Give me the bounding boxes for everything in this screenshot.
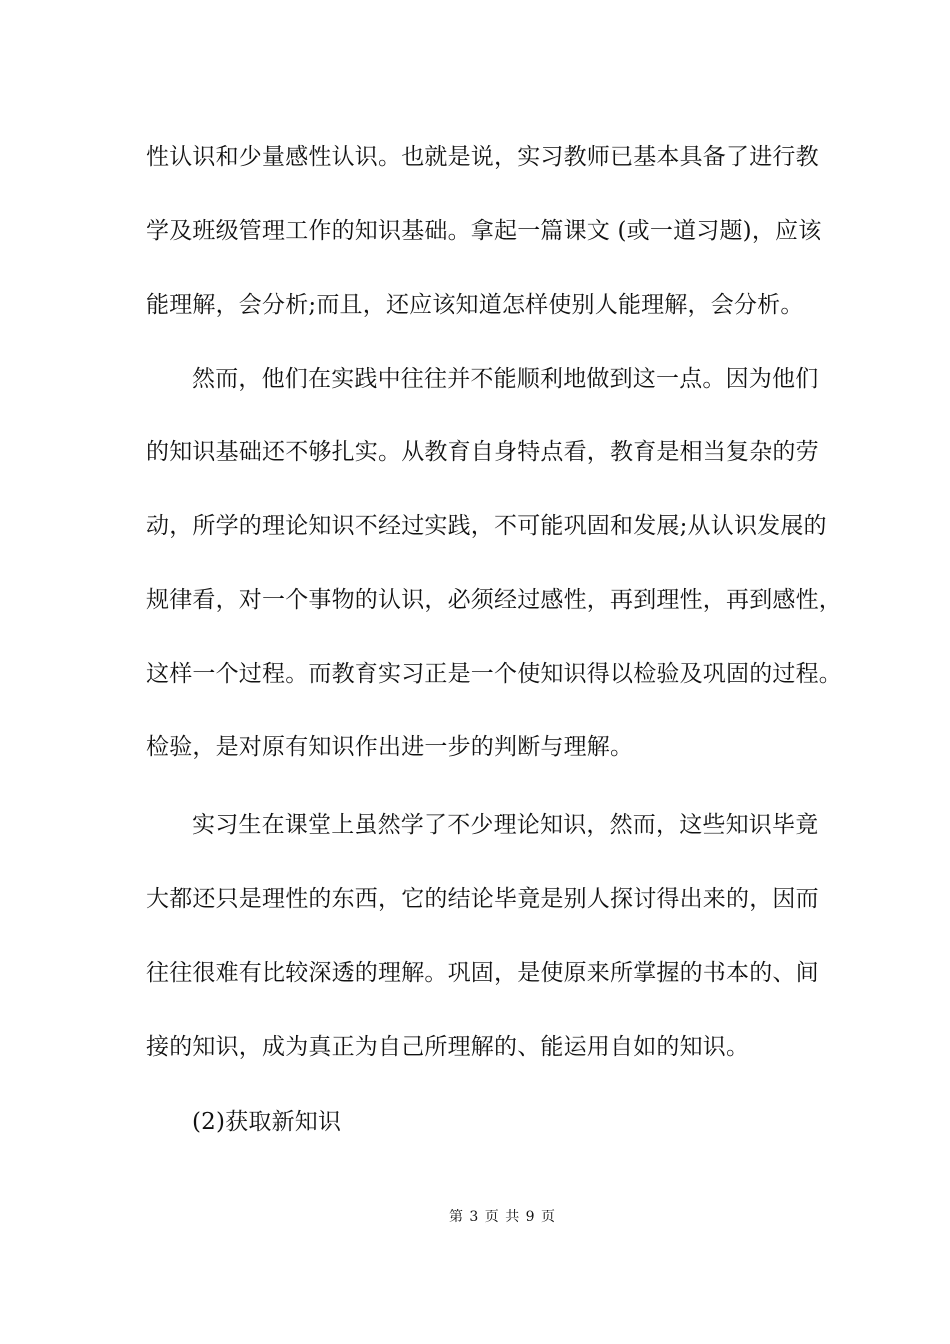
body-text-line: 大都还只是理性的东西，它的结论毕竟是别人探讨得出来的，因而 <box>146 886 819 912</box>
body-text-line: 规律看，对一个事物的认识，必须经过感性，再到理性，再到感性， <box>146 587 842 613</box>
section-heading: (2)获取新知识 <box>192 1109 342 1135</box>
body-text-line: 动，所学的理论知识不经过实践，不可能巩固和发展;从认识发展的 <box>146 513 827 539</box>
body-text-line: 的知识基础还不够扎实。从教育自身特点看，教育是相当复杂的劳 <box>146 439 819 465</box>
body-text-line: 性认识和少量感性认识。也就是说，实习教师已基本具备了进行教 <box>146 144 819 170</box>
paragraph-first-line: 然而，他们在实践中往往并不能顺利地做到这一点。因为他们 <box>192 366 819 392</box>
body-text-line: 接的知识，成为真正为自己所理解的、能运用自如的知识。 <box>146 1034 750 1060</box>
body-text-line: 能理解，会分析;而且，还应该知道怎样使别人能理解，会分析。 <box>146 292 804 318</box>
body-text-line: 这样一个过程。而教育实习正是一个使知识得以检验及巩固的过程。 <box>146 661 842 687</box>
body-text-line: 检验，是对原有知识作出进一步的判断与理解。 <box>146 734 634 760</box>
paragraph-first-line: 实习生在课堂上虽然学了不少理论知识，然而，这些知识毕竟 <box>192 812 819 838</box>
page-number-footer: 第 3 页 共 9 页 <box>448 1209 557 1225</box>
body-text-line: 学及班级管理工作的知识基础。拿起一篇课文 (或一道习题)，应该 <box>146 218 822 244</box>
body-text-line: 往往很难有比较深透的理解。巩固，是使原来所掌握的书本的、间 <box>146 960 819 986</box>
